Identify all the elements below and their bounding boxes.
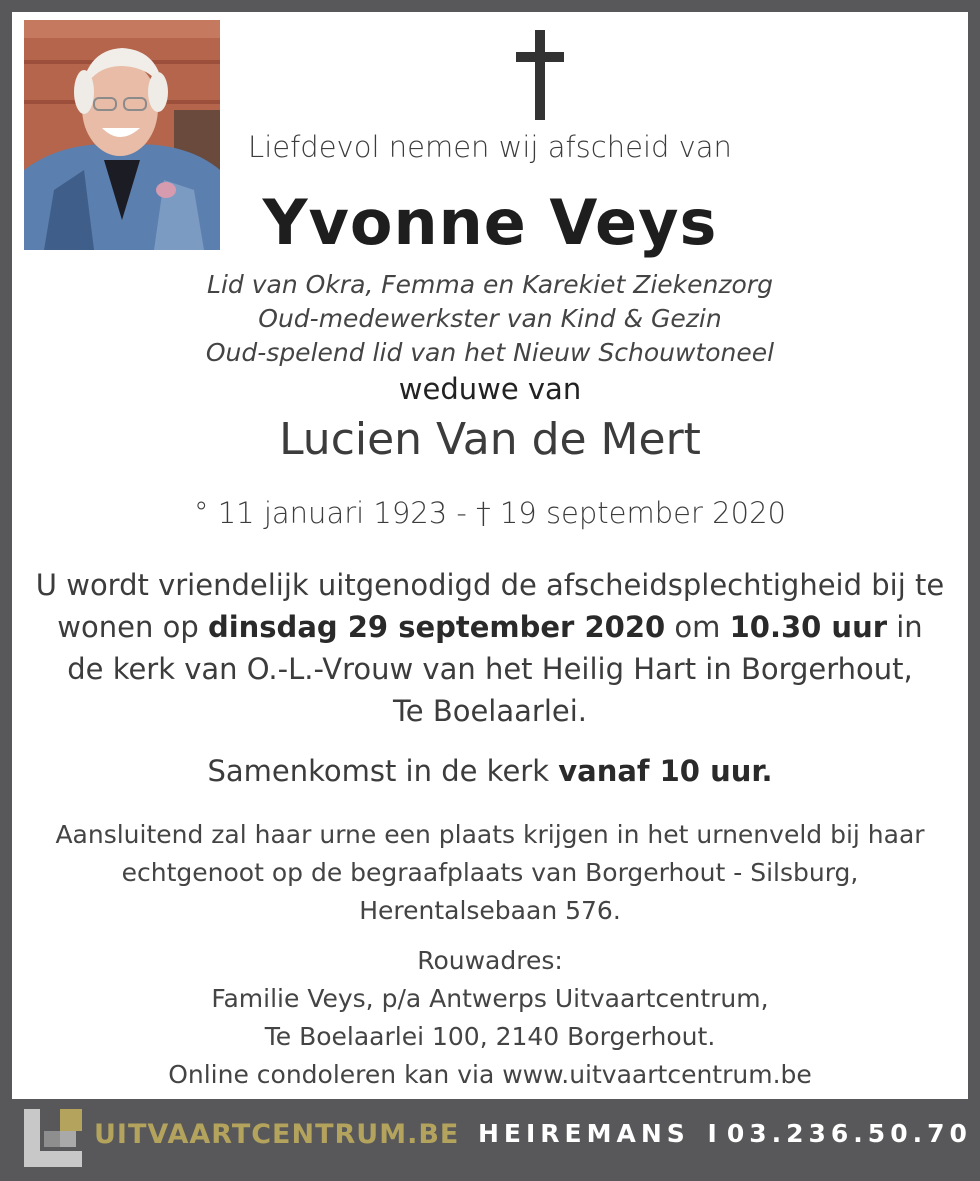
mourning-address bbox=[0, 942, 980, 1056]
gathering-text: Samenkomst in de kerk vanaf 10 uur. bbox=[207, 754, 773, 788]
uitvaartcentrum-logo-icon bbox=[24, 1109, 82, 1167]
gathering-time: vanaf 10 uur. bbox=[558, 754, 773, 788]
urn-line: Herentalsebaan 576. bbox=[359, 896, 621, 925]
ceremony-time: 10.30 uur bbox=[729, 610, 888, 644]
invitation-line: Te Boelaarlei. bbox=[392, 694, 588, 728]
address-line: Te Boelaarlei 100, 2140 Borgerhout. bbox=[264, 1022, 716, 1051]
ceremony-date: dinsdag 29 september 2020 bbox=[207, 610, 666, 644]
urn-line: Aansluitend zal haar urne een plaats krijgen in het urnenveld bij haar bbox=[55, 820, 925, 849]
widow-label: weduwe van bbox=[398, 372, 582, 406]
funeral-home-contact bbox=[478, 1119, 972, 1148]
role-line: Oud-medewerkster van Kind & Gezin bbox=[258, 304, 722, 333]
funeral-home-name: HEIREMANS bbox=[478, 1119, 690, 1148]
brand-name: UITVAARTCENTRUM.BE bbox=[94, 1119, 460, 1150]
address-line: Familie Veys, p/a Antwerps Uitvaartcentrum, bbox=[211, 984, 769, 1013]
invitation-text bbox=[0, 564, 980, 732]
intro-text: Liefdevol nemen wij afscheid van bbox=[248, 130, 732, 164]
address-line: Rouwadres: bbox=[417, 946, 563, 975]
cross-icon bbox=[516, 30, 564, 120]
online-condolence-text: Online condoleren kan via www.uitvaartcentrum.be bbox=[168, 1060, 812, 1089]
invitation-line: wonen op dinsdag 29 september 2020 om 10.30 uur in bbox=[57, 610, 923, 644]
invitation-line: de kerk van O.-L.-Vrouw van het Heilig Hart in Borgerhout, bbox=[67, 652, 913, 686]
urn-line: echtgenoot op de begraafplaats van Borgerhout - Silsburg, bbox=[121, 858, 859, 887]
life-dates: ° 11 januari 1923 - † 19 september 2020 bbox=[194, 496, 786, 530]
footer-bar bbox=[0, 1099, 980, 1181]
separator: I bbox=[707, 1119, 717, 1148]
role-line: Lid van Okra, Femma en Karekiet Ziekenzorg bbox=[207, 270, 773, 299]
roles-list bbox=[0, 268, 980, 370]
deceased-name: Yvonne Veys bbox=[262, 186, 718, 259]
phone-number: 03.236.50.70 bbox=[726, 1119, 972, 1148]
urn-text bbox=[0, 816, 980, 930]
invitation-line: U wordt vriendelijk uitgenodigd de afscheidsplechtigheid bij te bbox=[35, 568, 945, 602]
role-line: Oud-spelend lid van het Nieuw Schouwtoneel bbox=[205, 338, 775, 367]
spouse-name: Lucien Van de Mert bbox=[279, 414, 701, 465]
